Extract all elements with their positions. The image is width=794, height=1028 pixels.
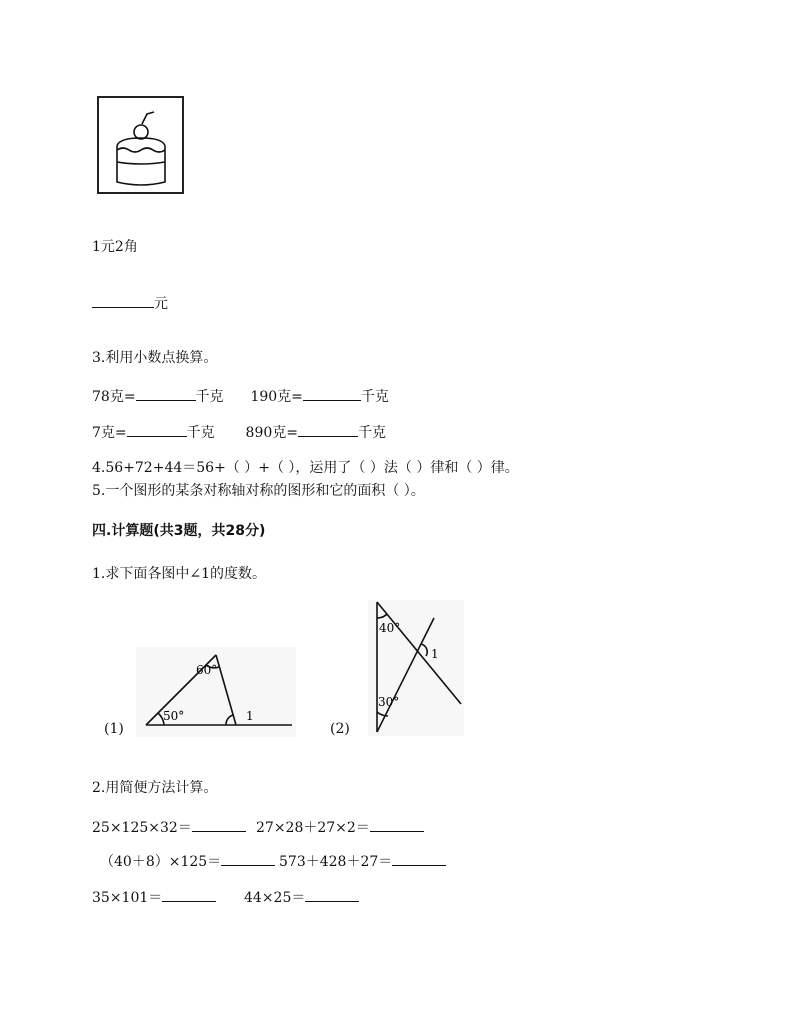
figure-1-label: (1) [104, 721, 124, 737]
figure-2-label: (2) [330, 721, 350, 737]
figure-2 [368, 600, 464, 740]
q3-row2-a-left: 7克= [92, 425, 127, 441]
figure-2-angle-mark: 1 [431, 647, 439, 661]
cake-icon [99, 98, 182, 192]
q3-row1-b-right: 千克 [360, 389, 389, 405]
cake-picture [97, 96, 184, 194]
answer-blank[interactable] [370, 817, 424, 832]
figure-1-angle-b: 60° [196, 663, 218, 677]
calc2-row [92, 887, 216, 907]
q5-text: 5.一个图形的某条对称轴对称的图形和它的面积（ ）。 [92, 483, 425, 499]
calc2-row [279, 851, 446, 871]
answer-blank[interactable] [221, 851, 275, 866]
calc2-title: 2.用简便方法计算。 [92, 780, 218, 796]
answer-blank[interactable] [136, 386, 196, 401]
calc2-item: 573＋428＋27＝ [279, 854, 393, 870]
q3-row2-a-right: 千克 [186, 425, 215, 441]
figure-1 [136, 647, 296, 741]
calc2-row [100, 851, 275, 871]
calc2-item: （40＋8）×125＝ [100, 854, 222, 870]
q3-row2-b-left: 890克= [245, 425, 298, 441]
answer-blank[interactable] [192, 817, 246, 832]
answer-blank[interactable] [298, 422, 358, 437]
answer-blank[interactable] [392, 851, 446, 866]
q3-row1-b-left: 190克= [250, 389, 303, 405]
q3-row1 [92, 386, 389, 406]
figure-2-angle-b: 30° [378, 695, 400, 709]
calc2-item: 27×28＋27×2＝ [256, 820, 370, 836]
answer-blank[interactable] [303, 386, 361, 401]
calc2-item: 44×25＝ [244, 890, 306, 906]
price-answer-unit: 元 [154, 296, 168, 312]
answer-blank[interactable] [305, 887, 359, 902]
figure-1-angle-mark: 1 [246, 709, 254, 723]
q3-row1-a-left: 78克= [92, 389, 136, 405]
calc2-item: 25×125×32＝ [92, 820, 192, 836]
calc2-row [256, 817, 424, 837]
answer-blank[interactable] [127, 422, 187, 437]
answer-blank[interactable] [92, 293, 154, 308]
figure-2-angle-a: 40° [379, 621, 401, 635]
q3-row2 [92, 422, 386, 442]
price-answer [92, 293, 168, 313]
q3-row1-a-right: 千克 [195, 389, 224, 405]
q4-text: 4.56+72+44＝56+（ ）+（ ），运用了（ ）法（ ）律和（ ）律。 [92, 460, 519, 476]
calc2-item: 35×101＝ [92, 890, 163, 906]
price-label: 1元2角 [92, 239, 138, 255]
calc1-title: 1.求下面各图中∠1的度数。 [92, 566, 266, 582]
q3-row2-b-right: 千克 [358, 425, 386, 441]
calc2-row [244, 887, 359, 907]
answer-blank[interactable] [162, 887, 216, 902]
calc2-row [92, 817, 246, 837]
section-title: 四.计算题(共3题，共28分) [92, 523, 266, 539]
q3-title: 3.利用小数点换算。 [92, 350, 218, 366]
figure-1-angle-a: 50° [163, 709, 185, 723]
